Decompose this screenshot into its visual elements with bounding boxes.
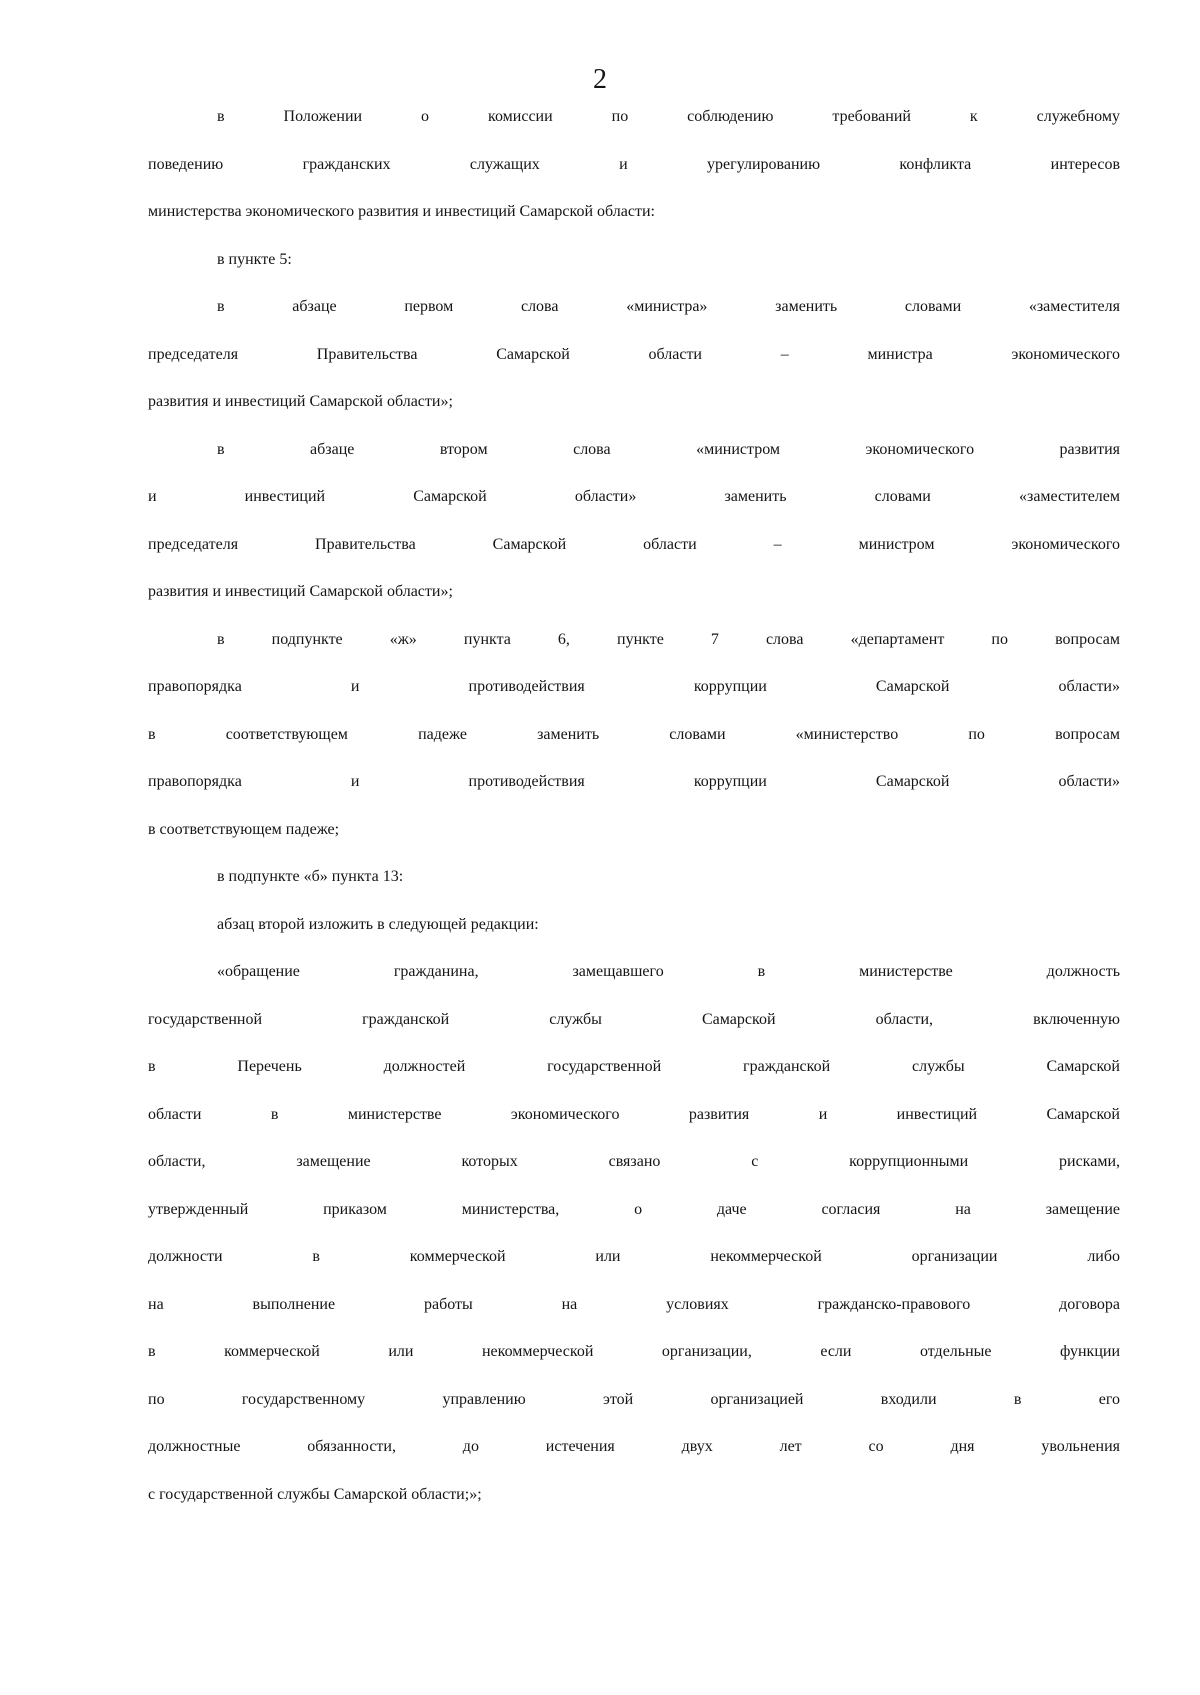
paragraph-subitem-zh (148, 631, 1120, 869)
text-line: в коммерческой или некоммерческой организации, если отдельные функции (148, 1343, 1120, 1360)
text-line: в соответствующем падеже заменить словами «министерство по вопросам (148, 725, 1120, 743)
text-line: в соответствующем падеже; (148, 820, 340, 838)
text-line: в Перечень должностей государственной гражданской службы Самарской (148, 1058, 1120, 1075)
text-line: должности в коммерческой или некоммерческой организации либо (148, 1248, 1120, 1265)
text-line: в Положении о комиссии по соблюдению требований к служебному (217, 108, 1120, 125)
paragraph-commission-regulation (148, 108, 1120, 251)
text-line: правопорядка и противодействия коррупции Самарской области» (148, 678, 1120, 695)
text-line: в абзаце первом слова «министра» заменить словами «заместителя (217, 298, 1120, 315)
text-line: развития и инвестиций Самарской области»; (148, 393, 453, 410)
text-line: председателя Правительства Самарской области – министром экономического (148, 535, 1120, 553)
text-line: в абзаце втором слова «министром экономического развития (217, 440, 1120, 458)
text-line: области, замещение которых связано с коррупционными рисками, (148, 1153, 1120, 1170)
paragraph-quoted-text (148, 963, 1120, 1533)
paragraph-item-5 (148, 251, 1120, 299)
text-line: в подпункте «б» пункта 13: (217, 868, 404, 885)
text-line: правопорядка и противодействия коррупции Самарской области» (148, 773, 1120, 790)
paragraph-first-abzac (148, 298, 1120, 441)
text-line: «обращение гражданина, замещавшего в министерстве должность (217, 963, 1120, 980)
text-line: абзац второй изложить в следующей редакции: (217, 915, 539, 933)
text-line: по государственному управлению этой организацией входили в его (148, 1390, 1120, 1408)
text-line: министерства экономического развития и инвестиций Самарской области: (148, 203, 655, 220)
text-line: поведению гражданских служащих и урегулированию конфликта интересов (148, 155, 1120, 173)
paragraph-second-abzac-wording (148, 916, 1120, 964)
text-line: утвержденный приказом министерства, о даче согласия на замещение (148, 1200, 1120, 1218)
page-number: 2 (593, 64, 607, 95)
text-line: области в министерстве экономического развития и инвестиций Самарской (148, 1105, 1120, 1123)
paragraph-second-abzac (148, 441, 1120, 631)
text-line: с государственной службы Самарской области;»; (148, 1485, 482, 1503)
text-line: в подпункте «ж» пункта 6, пункте 7 слова «департамент по вопросам (217, 630, 1120, 648)
paragraph-subitem-b (148, 868, 1120, 916)
text-line: в пункте 5: (217, 250, 292, 268)
text-line: государственной гражданской службы Самарской области, включенную (148, 1010, 1120, 1028)
text-line: на выполнение работы на условиях гражданско-правового договора (148, 1295, 1120, 1313)
text-line: и инвестиций Самарской области» заменить словами «заместителем (148, 488, 1120, 505)
text-line: развития и инвестиций Самарской области»; (148, 583, 453, 600)
text-line: председателя Правительства Самарской области – министра экономического (148, 345, 1120, 363)
document-body (148, 108, 1120, 1533)
text-line: должностные обязанности, до истечения двух лет со дня увольнения (148, 1438, 1120, 1455)
